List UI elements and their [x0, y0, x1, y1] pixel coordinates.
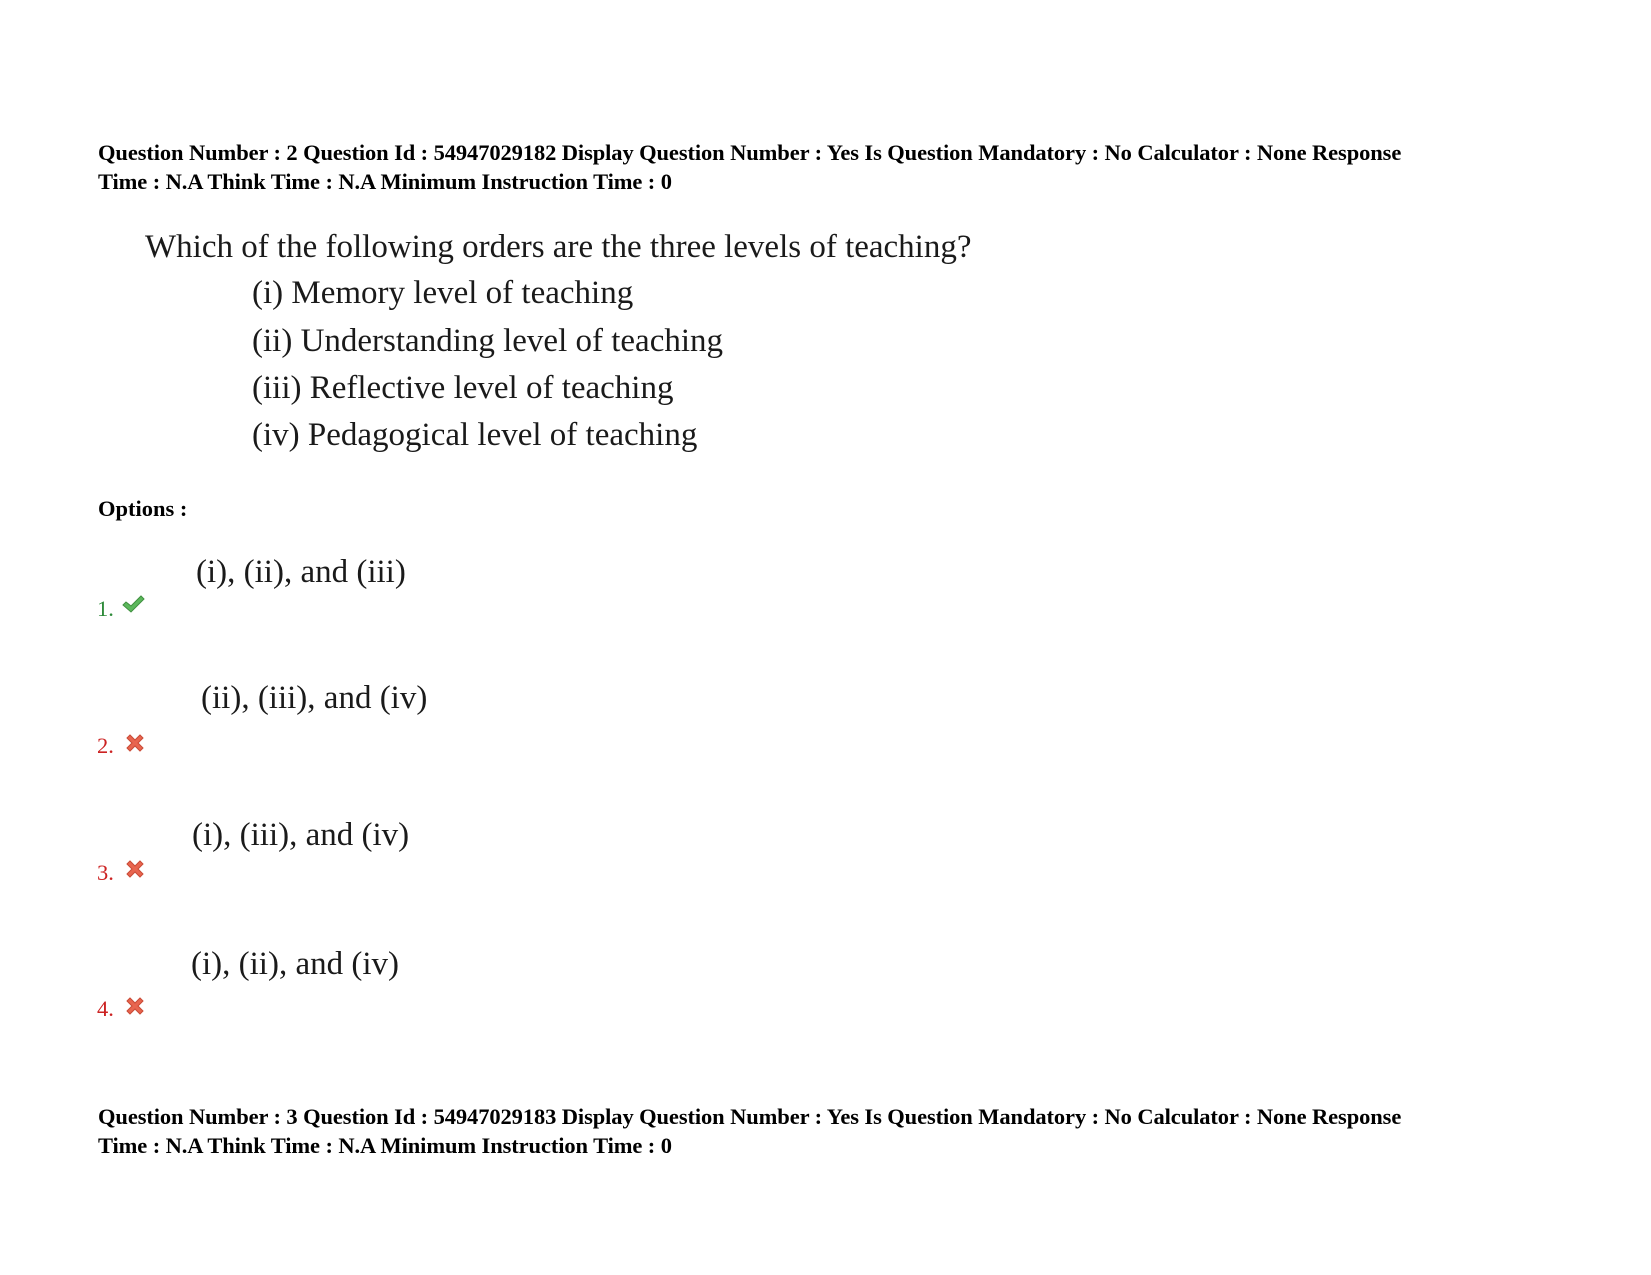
option-4-text: (i), (ii), and (iv): [191, 946, 400, 982]
option-3-text: (i), (iii), and (iv): [192, 817, 410, 853]
question-3-metadata-line-1: Question Number : 3 Question Id : 54947029183 Display Question Number : Yes Is Question Mandatory : No Calculator : None Response: [98, 1104, 1402, 1129]
cross-icon: [123, 858, 147, 880]
check-icon: [121, 593, 145, 615]
option-2-number: 2.: [97, 733, 114, 758]
option-3-number: 3.: [97, 860, 114, 885]
option-1-number: 1.: [97, 596, 114, 621]
option-4-number: 4.: [97, 996, 114, 1021]
option-1-text: (i), (ii), and (iii): [196, 554, 406, 590]
question-stem: Which of the following orders are the three levels of teaching?: [145, 229, 972, 265]
statement-iv: (iv) Pedagogical level of teaching: [252, 417, 698, 453]
statement-iii: (iii) Reflective level of teaching: [252, 370, 674, 406]
question-3-metadata-line-2: Time : N.A Think Time : N.A Minimum Instruction Time : 0: [98, 1133, 672, 1158]
question-2-metadata: [98, 138, 1588, 196]
options-label: Options :: [98, 496, 188, 521]
question-3-metadata: [98, 1102, 1588, 1160]
cross-icon: [123, 995, 147, 1017]
statement-i: (i) Memory level of teaching: [252, 275, 634, 311]
statement-ii: (ii) Understanding level of teaching: [252, 323, 724, 359]
option-2-text: (ii), (iii), and (iv): [201, 680, 428, 716]
question-2-metadata-line-1: Question Number : 2 Question Id : 54947029182 Display Question Number : Yes Is Question Mandatory : No Calculator : None Response: [98, 140, 1402, 165]
cross-icon: [123, 732, 147, 754]
question-2-metadata-line-2: Time : N.A Think Time : N.A Minimum Instruction Time : 0: [98, 169, 672, 194]
